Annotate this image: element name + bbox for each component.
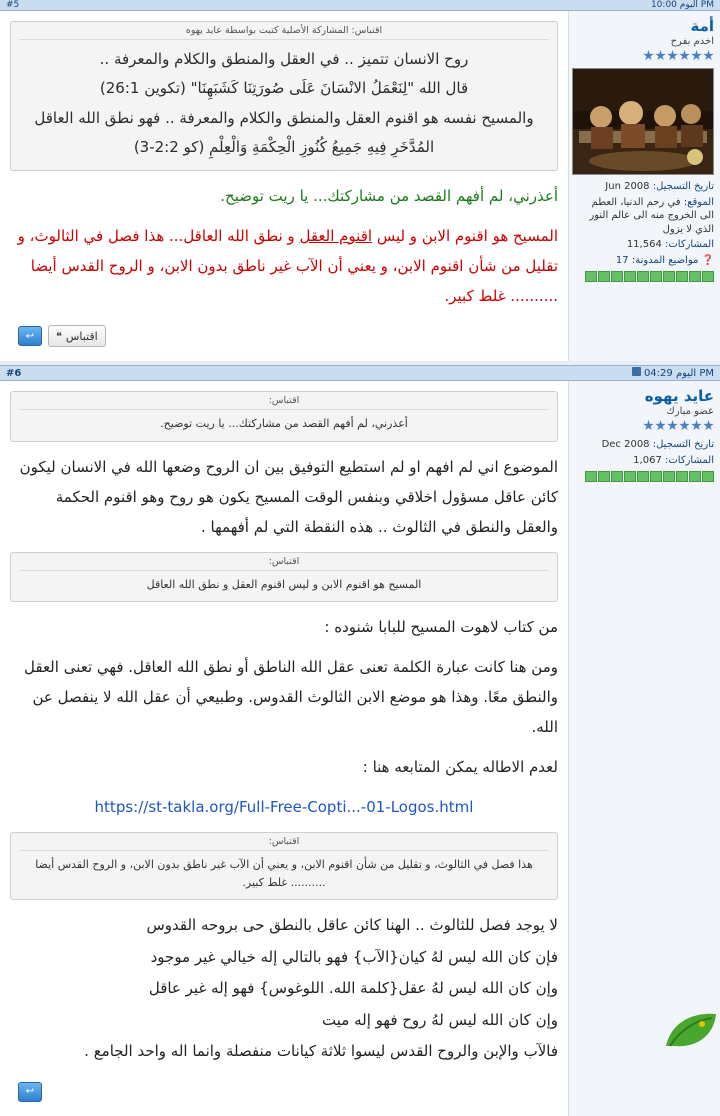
avatar-image — [573, 69, 713, 174]
post-6-topbar — [0, 365, 720, 381]
post-6-quote-3-line: هذا فصل في الثالوث، و تقليل من شأن اقنوم الابن، و يعني أن الآب غير ناطق بدون الابن، و الروح القدس أيضا .......... غلط كبير. — [35, 858, 533, 889]
post-5-userpanel — [568, 11, 720, 361]
post-6-quote-1-head: اقتباس: — [19, 395, 549, 410]
post-6-body — [0, 381, 720, 1116]
post-5-quote-button[interactable] — [48, 325, 106, 347]
post-5-blogtopics-value: 17 — [615, 254, 629, 266]
post-6-quote-3-head: اقتباس: — [19, 836, 549, 851]
post-5-paragraph-2 — [10, 221, 558, 311]
post-6-date — [632, 367, 714, 379]
post-5-username[interactable]: أمة — [690, 17, 714, 35]
post-6-p5-line-5: فالآب والإبن والروح القدس ليسوا ثلاثة كيانات منفصلة وانما اله واحد الجامع . — [84, 1042, 558, 1061]
post-5-button-row — [10, 321, 558, 353]
external-link[interactable]: https://st-takla.org/Full-Free-Copti...-01-Logos.html — [94, 798, 474, 817]
post-6-quote-2 — [10, 552, 558, 603]
post-5-quote-button-label: اقتباس — [65, 329, 98, 343]
post-5-joindate-label: تاريخ التسجيل: — [652, 181, 714, 192]
post-5-quote-head: اقتباس: المشاركة الأصلية كتبت بواسطة عايد يهوه — [19, 25, 549, 40]
post-6-quote-2-line: المسيح هو اقنوم الابن و ليس اقنوم العقل و نطق الله العاقل — [146, 577, 422, 591]
post-6-link-wrap — [10, 792, 558, 822]
post-5-body — [0, 11, 720, 361]
post-5-avatar[interactable] — [572, 68, 714, 175]
post-5-usertitle: اخدم بفرح — [670, 36, 714, 47]
post-5-number: #5 — [6, 0, 20, 10]
quote-icon: ❝ — [56, 329, 62, 343]
post-6-paragraph-2: من كتاب لاهوت المسيح للبابا شنوده : — [324, 618, 558, 637]
post-5-postcount — [575, 238, 714, 252]
post-6-p5-line-3: وإن كان الله ليس لهُ عقل{كلمة الله. اللوغوس} فهو إله غير عاقل — [148, 979, 558, 998]
post-6-joindate-value: Dec 2008 — [601, 439, 650, 450]
post-6-number: #6 — [6, 367, 22, 379]
post-6-quote-2-head: اقتباس: — [19, 556, 549, 571]
post-5-quote-line-4: المُدَّخَرِ فِيهِ جَمِيعُ كُنُوزِ الْحِكْمَةِ وَالْعِلْمِ (كو 2:2-3) — [133, 137, 435, 156]
post-6-joindate — [575, 438, 714, 452]
post-5-rank-stars — [575, 50, 714, 64]
post-6-username[interactable]: عايد يهوه — [644, 387, 714, 405]
post-5-blogtopics-label: مواضيع المدونة: — [631, 254, 699, 266]
post-5-location-label: الموقع: — [683, 196, 714, 208]
post-5-p2-run-3: و نطق الله العاقل... هذا فصل في الثالوث، و تقليل من شأن اقنوم الابن، و يعني أن الآب غير ناطق بدون الابن، و الروح القدس أيضا .......... غلط كبير. — [17, 227, 558, 305]
post-6-p5-line-2: فإن كان الله ليس لهُ كيان{الآب} فهو بالتالي إله خيالي غير موجود — [150, 947, 558, 966]
post-5-postcount-value: 11,564 — [626, 239, 662, 250]
post-6-reputation-bar — [575, 471, 714, 480]
post-5-postcount-label: المشاركات: — [665, 239, 714, 250]
post-5-reputation-bar — [575, 271, 714, 280]
post-6-paragraph-5 — [10, 910, 558, 1068]
post-5-blogtopics — [575, 254, 714, 268]
post-6-p5-line-1: لا يوجد فصل للثالوث .. الهنا كائن عاقل بالنطق حى بروحه القدوس — [146, 916, 558, 935]
reply-arrow-icon[interactable]: ↩ — [18, 326, 42, 346]
reply-arrow-icon[interactable]: ↩ — [18, 1082, 42, 1102]
new-post-icon — [632, 367, 641, 376]
post-6 — [0, 365, 720, 1116]
post-5-location — [575, 196, 714, 237]
post-6-quote-1 — [10, 391, 558, 442]
post-5-topbar — [0, 0, 720, 11]
post-5-date: اليوم 10:00 PM — [650, 0, 714, 10]
post-6-p5-line-4: وإن كان الله ليس لهُ روح فهو إله ميت — [322, 1010, 558, 1029]
scroll-to-top-decoration[interactable] — [662, 1010, 718, 1050]
post-6-quote-3 — [10, 832, 558, 900]
question-mark-icon: ❓ — [701, 254, 714, 266]
post-5-quote-block — [10, 21, 558, 171]
post-6-postcount-value: 1,067 — [633, 454, 662, 466]
post-5-joindate — [575, 180, 714, 194]
leaf-icon — [662, 1010, 718, 1050]
post-6-postcount-label: المشاركات: — [665, 454, 714, 466]
post-6-content — [0, 381, 568, 1116]
post-6-userpanel — [568, 381, 720, 1116]
post-6-paragraph-3: ومن هنا كانت عبارة الكلمة تعنى عقل الله الناطق أو نطق الله العاقل. فهي تعنى العقل والنطق معًا. وهذا هو موضع الابن الثالوث القدوس. وطبيعي أن عقل الله لا ينفصل عن الله. — [24, 658, 558, 737]
post-6-usertitle: عضو مبارك — [666, 406, 714, 417]
post-5-joindate-value: Jun 2008 — [605, 181, 650, 192]
post-6-joindate-label: تاريخ التسجيل: — [652, 439, 714, 450]
post-5 — [0, 0, 720, 361]
post-5-quote-line-3: والمسيح نفسه هو اقنوم العقل والمنطق والكلام والمعرفة .. فهو نطق الله العاقل — [34, 108, 534, 127]
post-6-button-row — [10, 1078, 558, 1108]
post-5-p2-run-1: المسيح هو اقنوم الابن و ليس — [372, 227, 558, 245]
post-5-location-value: في رحم الدنيا، العطم الى الخروج منه الى عالم النور الذي لا يزول — [589, 196, 714, 235]
post-6-rank-stars — [575, 420, 714, 434]
post-6-date-text: اليوم 04:29 PM — [643, 368, 714, 379]
post-6-paragraph-1: الموضوع اني لم افهم او لم استطيع التوفيق بين ان الروح وضعها الله في الانسان ليكون كائن عاقل مسؤول اخلاقي وبنفس الوقت المسيح يكون هو روح وهو اقنوم الحكمة والعقل والنطق في الثالوث .. هذه النقطة التي لم أفهمها . — [19, 457, 558, 536]
post-6-quote-1-line: أعذرني، لم أفهم القصد من مشاركتك... يا ريت توضيح. — [160, 417, 408, 430]
post-5-quote-line-2: قال الله "لِنَعْمَلُ الانْسَانَ عَلَى صُورَتِنَا كَشَبَهِنَا" (تكوين 26:1) — [99, 79, 469, 98]
post-5-content — [0, 11, 568, 361]
post-6-postcount — [575, 454, 714, 468]
post-5-p2-run-2: اقنوم العقل — [299, 227, 373, 245]
post-5-paragraph-1: أعذرني، لم أفهم القصد من مشاركتك... يا ريت توضيح. — [220, 187, 558, 205]
post-5-quote-line-1: روح الانسان تتميز .. في العقل والمنطق والكلام والمعرفة .. — [99, 50, 469, 68]
post-6-paragraph-4: لعدم الاطاله يمكن المتابعه هنا : — [362, 758, 558, 777]
